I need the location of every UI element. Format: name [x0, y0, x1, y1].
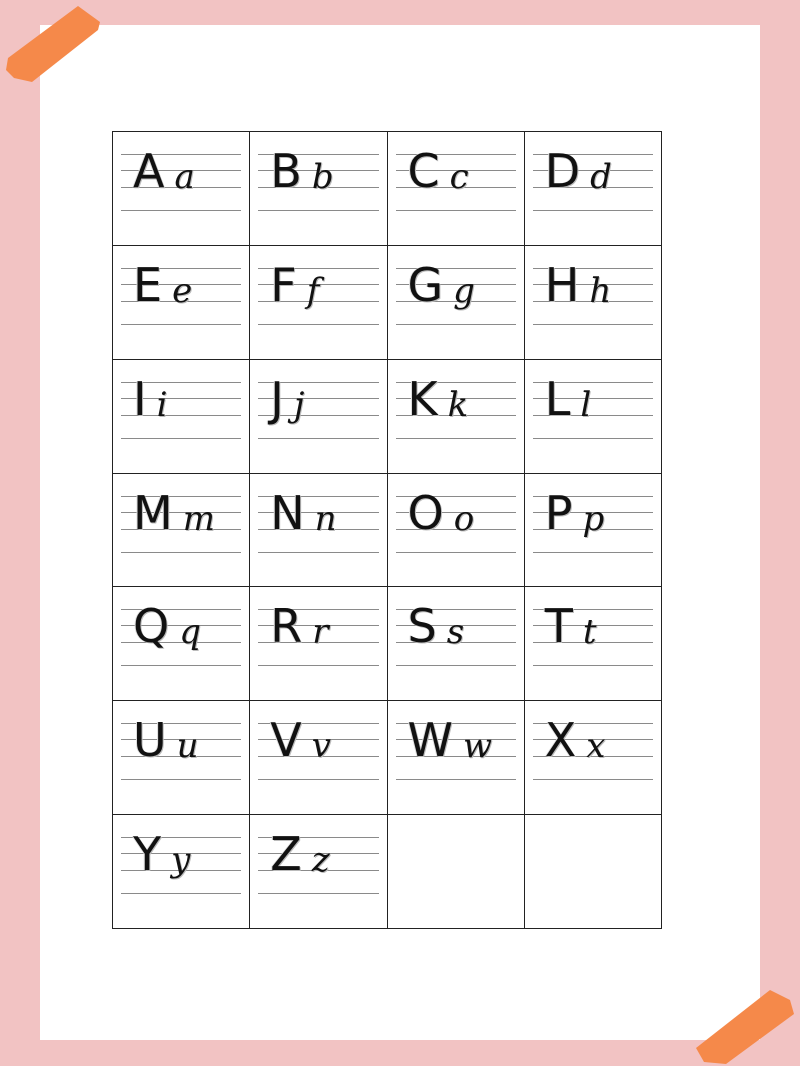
- letter-cell: [525, 246, 662, 360]
- letter-cell: [113, 132, 250, 246]
- guide-line: [258, 665, 378, 666]
- guide-line: [396, 438, 516, 439]
- lowercase-letter: y: [171, 840, 191, 881]
- guide-line: [258, 210, 378, 211]
- uppercase-letter: B: [270, 144, 302, 198]
- lowercase-letter: p: [582, 498, 605, 539]
- lowercase-letter: g: [453, 270, 475, 311]
- uppercase-letter: S: [407, 599, 437, 654]
- uppercase-letter: M: [133, 485, 173, 540]
- lowercase-letter: o: [453, 498, 475, 539]
- uppercase-letter: T: [544, 599, 573, 654]
- uppercase-letter: R: [270, 599, 303, 654]
- letter-cell: [113, 587, 250, 701]
- lowercase-letter: u: [176, 726, 199, 767]
- letter-pair: [270, 713, 376, 768]
- uppercase-letter: U: [133, 713, 167, 768]
- alphabet-grid: [112, 131, 662, 929]
- lowercase-letter: m: [182, 498, 215, 539]
- letter-pair: [133, 827, 239, 882]
- uppercase-letter: H: [544, 257, 580, 312]
- uppercase-letter: P: [544, 485, 573, 540]
- letter-pair: [270, 257, 376, 312]
- letter-cell: [250, 815, 387, 929]
- letter-pair: [133, 257, 239, 312]
- letter-pair: [544, 257, 651, 312]
- letter-pair: [544, 599, 651, 654]
- letter-cell: [525, 360, 662, 474]
- letter-cell: [250, 474, 387, 588]
- guide-line: [121, 552, 241, 553]
- guide-line: [533, 665, 653, 666]
- lowercase-letter: a: [174, 157, 195, 197]
- guide-line: [396, 552, 516, 553]
- uppercase-letter: Z: [270, 827, 302, 882]
- letter-pair: [544, 144, 651, 198]
- guide-line: [121, 665, 241, 666]
- uppercase-letter: X: [544, 713, 577, 768]
- guide-line: [396, 324, 516, 325]
- letter-cell: [113, 246, 250, 360]
- letter-cell: [388, 132, 525, 246]
- uppercase-letter: E: [133, 257, 163, 312]
- letter-cell: [113, 701, 250, 815]
- guide-line: [533, 324, 653, 325]
- letter-cell: [113, 360, 250, 474]
- lowercase-letter: h: [589, 270, 612, 311]
- guide-line: [396, 210, 516, 211]
- lowercase-letter: n: [314, 498, 337, 539]
- empty-cell: [525, 815, 662, 929]
- letter-cell: [250, 132, 387, 246]
- guide-line: [258, 779, 378, 780]
- letter-pair: [544, 371, 651, 426]
- letter-pair: [270, 827, 376, 882]
- uppercase-letter: W: [407, 713, 453, 768]
- letter-cell: [388, 246, 525, 360]
- guide-line: [533, 438, 653, 439]
- guide-line: [121, 324, 241, 325]
- guide-line: [258, 552, 378, 553]
- lowercase-letter: c: [449, 157, 469, 197]
- letter-cell: [113, 474, 250, 588]
- letter-pair: [133, 485, 239, 540]
- uppercase-letter: D: [544, 144, 581, 198]
- uppercase-letter: F: [270, 257, 297, 312]
- guide-line: [396, 665, 516, 666]
- letter-cell: [388, 701, 525, 815]
- letter-cell: [388, 474, 525, 588]
- lowercase-letter: z: [311, 840, 330, 881]
- uppercase-letter: Y: [133, 827, 162, 882]
- lowercase-letter: k: [447, 384, 469, 425]
- letter-cell: [250, 246, 387, 360]
- letter-pair: [133, 144, 239, 198]
- letter-pair: [133, 713, 239, 768]
- letter-pair: [270, 144, 376, 198]
- letter-pair: [270, 371, 376, 426]
- lowercase-letter: j: [293, 384, 305, 425]
- letter-cell: [525, 701, 662, 815]
- letter-pair: [544, 713, 651, 768]
- letter-cell: [525, 474, 662, 588]
- lowercase-letter: b: [311, 157, 334, 197]
- lowercase-letter: s: [446, 612, 465, 653]
- letter-pair: [407, 485, 514, 540]
- uppercase-letter: V: [270, 713, 302, 768]
- guide-line: [533, 210, 653, 211]
- tape-decoration-bottom: [690, 986, 800, 1066]
- letter-cell: [525, 587, 662, 701]
- uppercase-letter: I: [133, 371, 147, 426]
- guide-line: [121, 779, 241, 780]
- letter-pair: [270, 599, 376, 654]
- lowercase-letter: q: [179, 612, 201, 653]
- guide-line: [533, 552, 653, 553]
- letter-pair: [133, 599, 239, 654]
- letter-pair: [544, 485, 651, 540]
- letter-cell: [250, 360, 387, 474]
- lowercase-letter: w: [462, 726, 493, 767]
- uppercase-letter: C: [407, 144, 440, 198]
- guide-line: [258, 438, 378, 439]
- guide-line: [121, 438, 241, 439]
- lowercase-letter: e: [172, 270, 193, 311]
- guide-line: [258, 324, 378, 325]
- lowercase-letter: f: [306, 270, 320, 311]
- letter-cell: [388, 587, 525, 701]
- guide-line: [533, 779, 653, 780]
- letter-cell: [113, 815, 250, 929]
- letter-pair: [407, 713, 514, 768]
- letter-pair: [133, 371, 239, 426]
- empty-cell: [388, 815, 525, 929]
- letter-cell: [250, 587, 387, 701]
- lowercase-letter: d: [590, 157, 612, 197]
- guide-line: [121, 210, 241, 211]
- letter-pair: [407, 599, 514, 654]
- uppercase-letter: L: [544, 371, 571, 426]
- lowercase-letter: i: [156, 384, 168, 425]
- uppercase-letter: Q: [133, 599, 170, 654]
- lowercase-letter: v: [311, 726, 331, 767]
- lowercase-letter: r: [312, 612, 329, 653]
- letter-cell: [525, 132, 662, 246]
- tape-decoration-top: [0, 0, 110, 85]
- uppercase-letter: A: [133, 144, 165, 198]
- letter-pair: [407, 144, 514, 198]
- letter-cell: [388, 360, 525, 474]
- uppercase-letter: G: [407, 257, 444, 312]
- guide-line: [396, 779, 516, 780]
- lowercase-letter: t: [582, 612, 597, 653]
- uppercase-letter: K: [407, 371, 438, 426]
- uppercase-letter: O: [407, 485, 444, 540]
- lowercase-letter: x: [586, 726, 606, 767]
- guide-line: [258, 893, 378, 894]
- letter-pair: [407, 371, 514, 426]
- letter-pair: [407, 257, 514, 312]
- uppercase-letter: N: [270, 485, 305, 540]
- letter-pair: [270, 485, 376, 540]
- uppercase-letter: J: [270, 371, 284, 426]
- guide-line: [121, 893, 241, 894]
- lowercase-letter: l: [580, 384, 592, 425]
- letter-cell: [250, 701, 387, 815]
